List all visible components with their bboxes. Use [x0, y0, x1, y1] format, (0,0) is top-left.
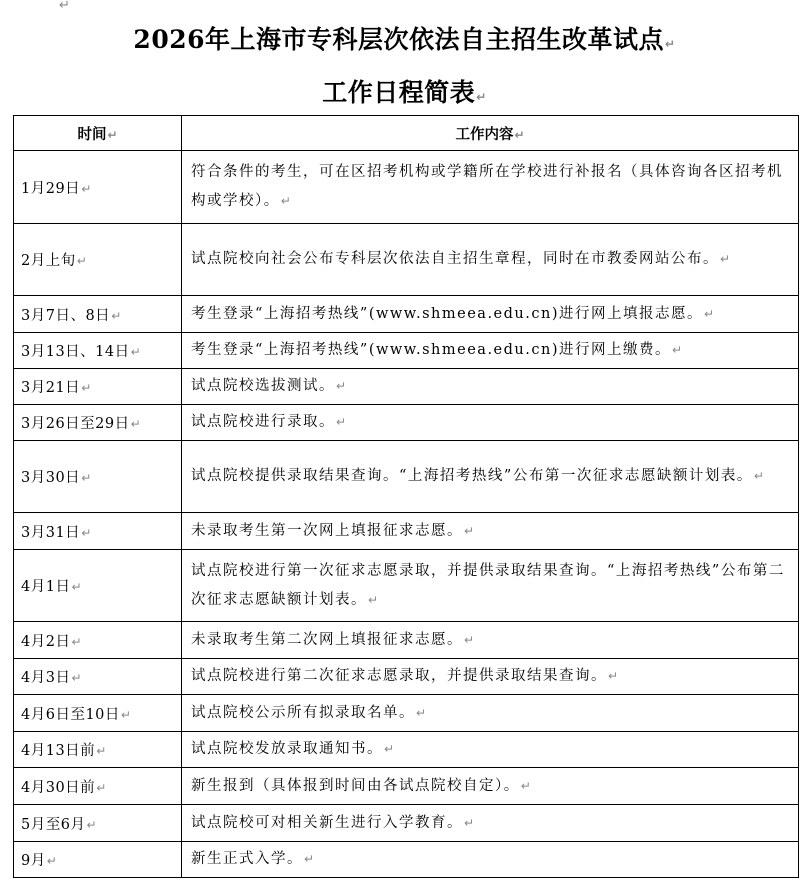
- time-cell: [14, 550, 182, 622]
- table-row: [14, 695, 799, 732]
- time-cell: [14, 369, 182, 405]
- content-text: 试点院校公示所有拟录取名单。: [191, 704, 415, 721]
- paragraph-mark-icon: ↵: [71, 671, 83, 685]
- time-cell: [14, 805, 182, 842]
- paragraph-mark-icon: ↵: [336, 415, 348, 429]
- document-title-line-1: [0, 20, 809, 56]
- content-text: 符合条件的考生，可在区招考机构或学籍所在学校进行补报名（具体咨询各区招考机构或学校）。: [191, 164, 783, 209]
- paragraph-mark-icon: ↵: [464, 523, 476, 538]
- time-text: 3月7日、8日: [21, 307, 111, 324]
- title-line-2-text: 工作日程简表: [322, 78, 476, 107]
- paragraph-mark-icon: ↵: [96, 780, 107, 795]
- paragraph-mark-icon: ↵: [96, 744, 107, 758]
- time-cell: [14, 333, 182, 369]
- content-text: 新生正式入学。: [191, 851, 303, 867]
- paragraph-mark-icon: ↵: [71, 634, 83, 649]
- paragraph-mark-icon: ↵: [46, 854, 58, 868]
- content-cell: [182, 405, 799, 441]
- time-text: 4月1日: [21, 579, 71, 595]
- table-row: [14, 805, 799, 842]
- table-row: [14, 622, 799, 659]
- time-cell: [14, 151, 182, 224]
- time-cell: [14, 405, 182, 441]
- table-row: [14, 333, 799, 369]
- paragraph-mark-icon: ↵: [520, 778, 533, 793]
- paragraph-mark-icon: ↵: [384, 742, 396, 756]
- time-text: 2月上旬: [21, 253, 76, 269]
- content-text: 新生报到（具体报到时间由各试点院校自定）。: [191, 777, 520, 794]
- table-row: [14, 405, 799, 441]
- content-text: 试点院校向社会公布专科层次依法自主招生章程，同时在市教委网站公布。: [191, 251, 719, 267]
- time-cell: [14, 441, 182, 513]
- content-cell: [182, 296, 799, 333]
- paragraph-mark-icon: ↵: [130, 417, 142, 431]
- table-row: [14, 369, 799, 405]
- content-text: 试点院校可对相关新生进行入学教育。: [191, 814, 463, 831]
- time-cell: [14, 842, 182, 878]
- content-cell: [182, 441, 799, 513]
- paragraph-mark-icon: ↵: [703, 306, 716, 321]
- content-text: 试点院校进行第一次征求志愿录取，并提供录取结果查询。“上海招考热线”公布第二次征求志愿缺额计划表。: [191, 562, 785, 608]
- time-cell: [14, 513, 182, 550]
- content-cell: [182, 151, 799, 224]
- content-cell: [182, 805, 799, 842]
- paragraph-mark-icon: ↵: [81, 181, 92, 196]
- time-text: 3月30日: [21, 470, 81, 486]
- content-cell: [182, 768, 799, 805]
- paragraph-mark-icon: ↵: [280, 194, 293, 208]
- content-cell: [182, 732, 799, 768]
- paragraph-mark-icon: ↵: [464, 632, 476, 647]
- paragraph-mark-icon: ↵: [336, 379, 348, 393]
- content-cell: [182, 369, 799, 405]
- content-cell: [182, 513, 799, 550]
- time-text: 3月13日、14日: [21, 344, 130, 360]
- schedule-rows: [14, 151, 799, 878]
- time-text: 5月至6月: [21, 816, 86, 833]
- paragraph-mark-icon: ↵: [71, 580, 83, 594]
- paragraph-mark-icon: ↵: [107, 127, 118, 142]
- paragraph-mark-icon: ↵: [464, 815, 476, 830]
- time-text: 4月6日至10日: [21, 706, 120, 723]
- time-text: 3月21日: [21, 380, 81, 396]
- paragraph-mark-icon: ↵: [476, 90, 487, 104]
- time-cell: [14, 732, 182, 768]
- content-text: 试点院校进行录取。: [191, 414, 335, 430]
- paragraph-mark-icon: ↵: [86, 817, 98, 832]
- document-title-line-2: [0, 73, 809, 109]
- table-row: [14, 659, 799, 695]
- paragraph-mark-icon: ↵: [304, 852, 316, 866]
- table-row: [14, 513, 799, 550]
- table-row: [14, 550, 799, 622]
- content-cell: [182, 333, 799, 369]
- content-cell: [182, 550, 799, 622]
- time-cell: [14, 224, 182, 296]
- paragraph-mark-icon: ↵: [81, 525, 92, 540]
- time-cell: [14, 768, 182, 805]
- paragraph-mark-icon: ↵: [120, 707, 132, 722]
- table-row: [14, 842, 799, 878]
- paragraph-mark-icon: ↵: [81, 471, 92, 485]
- table-row: [14, 151, 799, 224]
- content-text: 试点院校提供录取结果查询。“上海招考热线”公布第一次征求志愿缺额计划表。: [191, 468, 753, 484]
- column-header-time: 时间↵: [14, 116, 182, 151]
- paragraph-mark-icon: ↵: [753, 469, 766, 483]
- time-text: 3月26日至29日: [21, 416, 130, 432]
- content-text: 未录取考生第一次网上填报征求志愿。: [191, 522, 463, 539]
- content-text: 试点院校进行第二次征求志愿录取，并提供录取结果查询。: [191, 668, 607, 684]
- content-cell: [182, 622, 799, 659]
- table-row: [14, 224, 799, 296]
- paragraph-mark-icon: ↵: [608, 669, 620, 683]
- content-cell: [182, 695, 799, 732]
- paragraph-mark-icon: ↵: [416, 705, 428, 720]
- time-cell: [14, 622, 182, 659]
- content-cell: [182, 224, 799, 296]
- paragraph-mark-icon: ↵: [130, 345, 142, 359]
- paragraph-mark-icon: ↵: [665, 37, 676, 51]
- paragraph-mark-icon: ↵: [81, 381, 92, 395]
- content-text: 考生登录“上海招考热线”(www.shmeea.edu.cn)进行网上填报志愿。: [191, 305, 703, 322]
- time-text: 4月13日前: [21, 743, 96, 759]
- time-text: 1月29日: [21, 180, 81, 197]
- content-text: 考生登录“上海招考热线”(www.shmeea.edu.cn)进行网上缴费。: [191, 342, 671, 358]
- time-text: 3月31日: [21, 524, 81, 541]
- paragraph-mark-icon: ↵: [76, 254, 88, 268]
- time-cell: [14, 659, 182, 695]
- table-row: [14, 441, 799, 513]
- paragraph-mark-icon: ↵: [368, 592, 380, 607]
- time-text: 4月2日: [21, 633, 71, 650]
- content-text: 试点院校发放录取通知书。: [191, 741, 383, 757]
- table-row: [14, 768, 799, 805]
- content-text: 未录取考生第二次网上填报征求志愿。: [191, 631, 463, 648]
- time-text: 4月30日前: [21, 779, 96, 796]
- time-cell: [14, 695, 182, 732]
- paragraph-mark-icon: ↵: [720, 252, 732, 266]
- column-header-content: 工作内容↵: [182, 116, 799, 151]
- table-header-row: [14, 116, 799, 151]
- time-cell: [14, 296, 182, 333]
- content-cell: [182, 659, 799, 695]
- paragraph-mark-icon: ↵: [59, 0, 70, 13]
- table-row: [14, 296, 799, 333]
- content-cell: [182, 842, 799, 878]
- paragraph-mark-icon: ↵: [671, 343, 684, 357]
- content-text: 试点院校选拔测试。: [191, 378, 335, 394]
- title-line-1-text: 2026年上海市专科层次依法自主招生改革试点: [133, 25, 665, 54]
- time-text: 4月3日: [21, 670, 71, 686]
- paragraph-mark-icon: ↵: [514, 127, 525, 142]
- time-text: 9月: [21, 853, 46, 869]
- table-row: [14, 732, 799, 768]
- paragraph-mark-icon: ↵: [111, 308, 122, 323]
- schedule-table: [13, 115, 799, 878]
